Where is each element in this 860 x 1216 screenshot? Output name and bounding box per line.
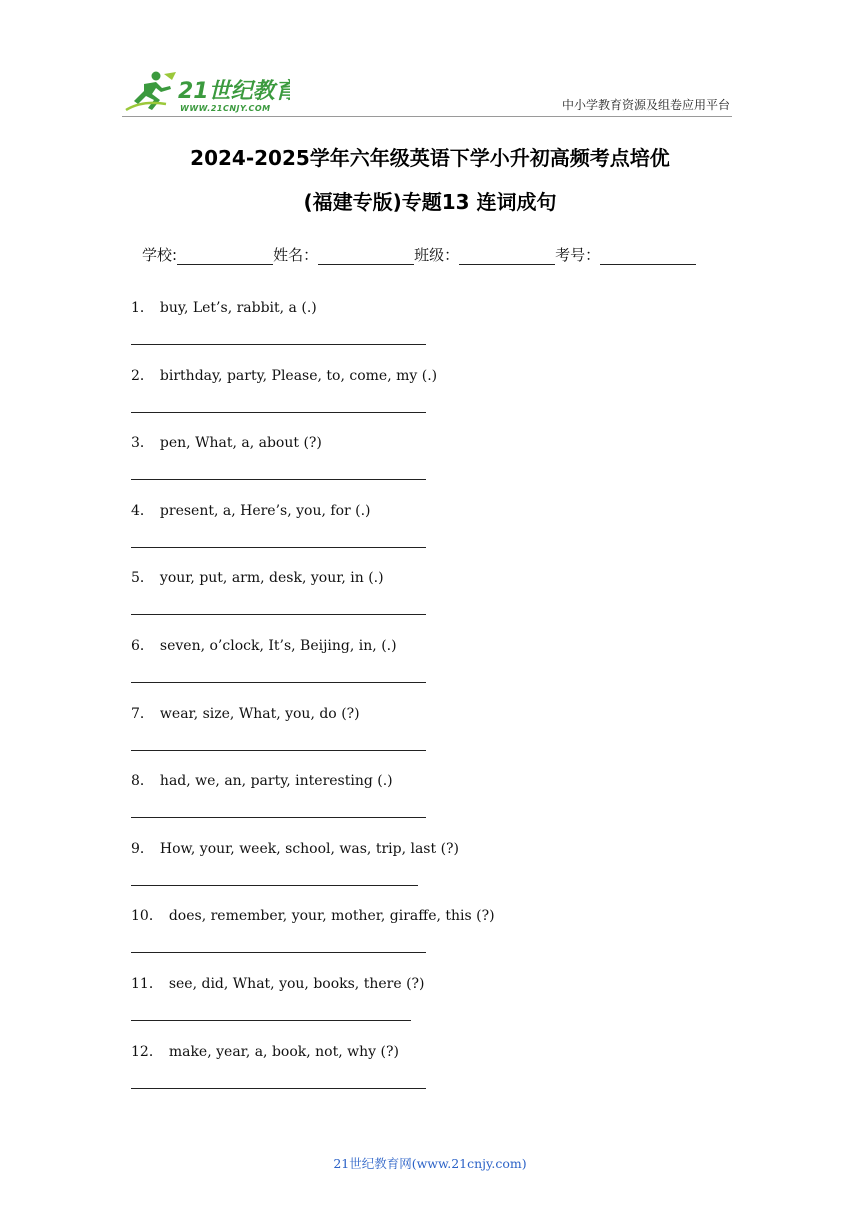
question-words: buy, Let’s, rabbit, a (.)	[159, 300, 317, 316]
question-number: 9．	[131, 840, 154, 857]
question-text	[131, 297, 317, 317]
exam-number-blank[interactable]	[600, 248, 696, 265]
question-item	[131, 635, 731, 703]
school-blank[interactable]	[177, 248, 273, 265]
question-item	[131, 770, 731, 838]
question-number: 4．	[131, 502, 154, 519]
answer-line[interactable]	[131, 750, 426, 751]
question-item	[131, 500, 731, 568]
student-info-fields	[142, 244, 696, 265]
question-text	[131, 770, 393, 790]
answer-line[interactable]	[131, 479, 426, 480]
question-number: 12．	[131, 1043, 163, 1060]
question-words: your, put, arm, desk, your, in (.)	[159, 570, 384, 587]
question-number: 10．	[131, 908, 163, 925]
question-text	[131, 973, 425, 993]
question-words: How, your, week, school, was, trip, last (?)	[159, 840, 459, 857]
question-item	[131, 973, 731, 1041]
answer-line[interactable]	[131, 682, 426, 683]
class-label: 班级：	[414, 246, 460, 264]
question-words: wear, size, What, you, do (?)	[159, 705, 360, 722]
question-number: 11．	[131, 975, 163, 992]
question-item	[131, 703, 731, 771]
answer-line[interactable]	[131, 412, 426, 413]
question-words: see, did, What, you, books, there (?)	[168, 975, 425, 992]
runner-logo-icon	[122, 70, 290, 114]
header-divider	[122, 116, 732, 117]
question-words: seven, o’clock, It’s, Beijing, in, (.)	[159, 637, 397, 654]
answer-line[interactable]	[131, 952, 426, 953]
question-text	[131, 703, 360, 723]
question-text	[131, 635, 397, 655]
question-number: 3．	[131, 435, 154, 452]
question-number: 7．	[131, 705, 154, 722]
logo-text: 21世纪教育	[178, 79, 290, 104]
question-words: present, a, Here’s, you, for (.)	[159, 502, 371, 519]
footer-link[interactable]: 21世纪教育网(www.21cnjy.com)	[333, 1156, 527, 1171]
answer-line[interactable]	[131, 1088, 426, 1089]
question-number: 6．	[131, 637, 154, 654]
page-title-line2: (福建专版)专题13 连词成句	[303, 190, 557, 214]
school-label: 学校:	[142, 246, 178, 264]
header-platform-text: 中小学教育资源及组卷应用平台	[561, 98, 730, 112]
question-list	[131, 297, 731, 1108]
question-item	[131, 838, 731, 906]
question-item	[131, 297, 731, 365]
class-blank[interactable]	[459, 248, 555, 265]
answer-line[interactable]	[131, 344, 426, 345]
question-number: 2．	[131, 367, 154, 384]
name-label: 姓名：	[273, 246, 319, 264]
question-number: 5．	[131, 570, 154, 587]
question-item	[131, 567, 731, 635]
question-item	[131, 432, 731, 500]
logo-subtext: WWW.21CNJY.COM	[180, 104, 271, 113]
question-number: 1．	[131, 300, 154, 316]
name-blank[interactable]	[318, 248, 414, 265]
answer-line[interactable]	[131, 1020, 411, 1021]
exam-number-label: 考号：	[555, 246, 601, 264]
question-words: make, year, a, book, not, why (?)	[168, 1043, 399, 1060]
question-number: 8．	[131, 773, 154, 790]
question-text	[131, 500, 371, 520]
logo	[122, 70, 290, 114]
page-title-line1: 2024-2025学年六年级英语下学小升初高频考点培优	[190, 146, 670, 170]
question-text	[131, 838, 459, 858]
question-text	[131, 567, 384, 587]
question-item	[131, 905, 731, 973]
question-words: birthday, party, Please, to, come, my (.)	[159, 367, 438, 384]
answer-line[interactable]	[131, 547, 426, 548]
question-text	[131, 432, 322, 452]
question-words: does, remember, your, mother, giraffe, this (?)	[168, 908, 495, 925]
question-item	[131, 365, 731, 433]
answer-line[interactable]	[131, 817, 426, 818]
question-item	[131, 1041, 731, 1109]
question-text	[131, 1041, 399, 1061]
question-words: had, we, an, party, interesting (.)	[159, 773, 393, 790]
question-words: pen, What, a, about (?)	[159, 435, 322, 452]
answer-line[interactable]	[131, 885, 418, 886]
question-text	[131, 905, 495, 925]
question-text	[131, 365, 437, 385]
answer-line[interactable]	[131, 614, 426, 615]
